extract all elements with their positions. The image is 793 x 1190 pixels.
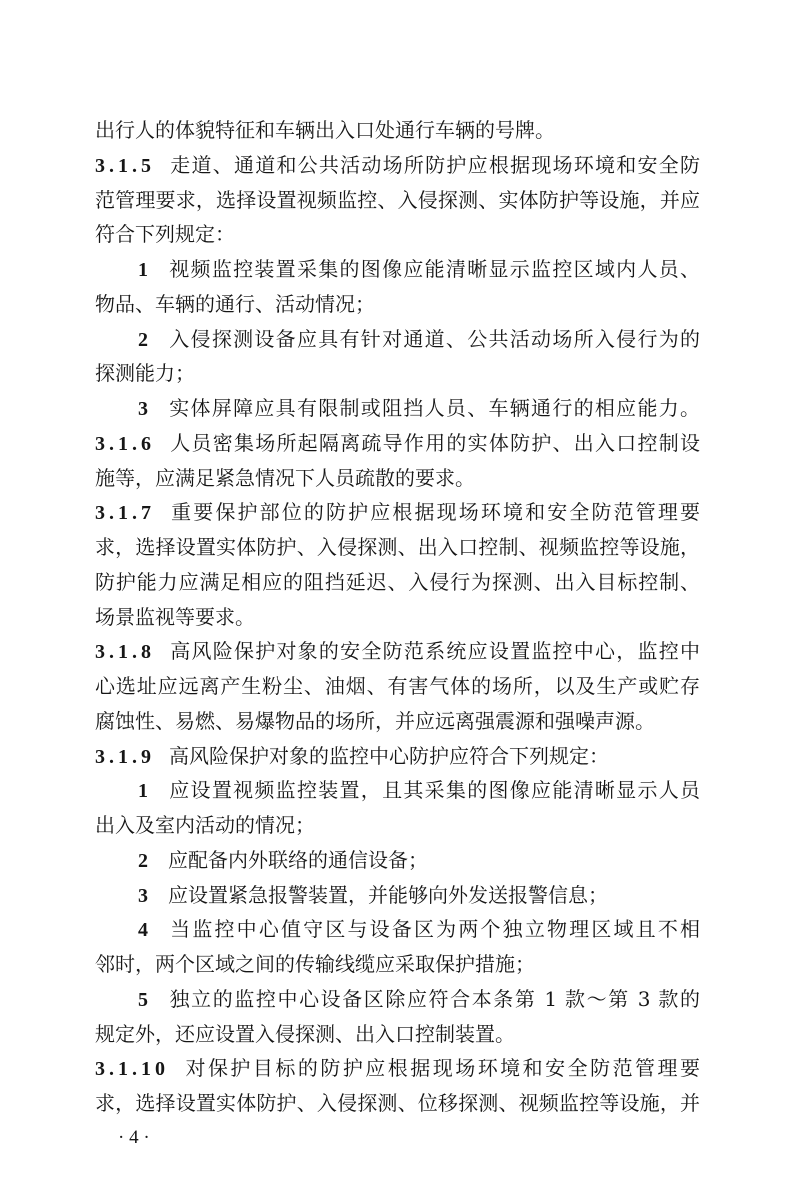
clause-first-line — [95, 495, 700, 530]
item-text: 当监控中心值守区与设备区为两个独立物理区域且不相 — [168, 917, 700, 942]
page-number: · 4 · — [118, 1126, 150, 1148]
item-text: 应设置紧急报警装置，并能够向外发送报警信息； — [168, 882, 608, 907]
paragraph-line: 防护能力应满足相应的阻挡延迟、入侵行为探测、出入目标控制、 — [95, 569, 700, 594]
paragraph-line: 范管理要求，选择设置视频监控、入侵探测、实体防护等设施，并应 — [95, 187, 700, 212]
clause-3-1-8 — [95, 634, 700, 738]
list-item — [95, 878, 700, 913]
item-text: 视频监控装置采集的图像应能清晰显示监控区域内人员、 — [168, 257, 700, 281]
clause-first-line — [95, 426, 700, 461]
list-item — [95, 252, 700, 322]
paragraph-line: 邻时，两个区域之间的传输线缆应采取保护措施； — [95, 952, 535, 976]
paragraph-line: 求，选择设置实体防护、入侵探测、出入口控制、视频监控等设施， — [95, 535, 700, 559]
clause-text: 重要保护部位的防护应根据现场环境和安全防范管理要 — [169, 500, 700, 525]
clause-first-line — [95, 634, 700, 669]
item-text: 独立的监控中心设备区除应符合本条第 1 款～第 3 款的 — [168, 986, 700, 1011]
paragraph-line: 心选址应远离产生粉尘、油烟、有害气体的场所，以及生产或贮存 — [95, 674, 700, 698]
clause-text: 高风险保护对象的安全防范系统应设置监控中心，监控中 — [169, 639, 700, 664]
clause-number: 3.1.10 — [95, 1058, 169, 1081]
list-item-first-line — [95, 252, 700, 287]
paragraph-line: 探测能力； — [95, 361, 195, 386]
list-item-first-line — [95, 322, 700, 357]
list-item — [95, 843, 700, 878]
list-item — [95, 322, 700, 392]
list-item — [95, 912, 700, 982]
paragraph-line: 求，选择设置实体防护、入侵探测、位移探测、视频监控等设施，并 — [95, 1091, 700, 1115]
list-item-first-line — [95, 843, 700, 878]
list-item-first-line — [95, 982, 700, 1017]
item-number: 2 — [138, 849, 148, 872]
list-item — [95, 391, 700, 426]
paragraph-line: 腐蚀性、易燃、易爆物品的场所，并应远离强震源和强噪声源。 — [95, 708, 655, 733]
clause-number: 3.1.6 — [95, 432, 155, 455]
item-number: 1 — [138, 259, 148, 281]
clause-first-line — [95, 739, 700, 774]
clause-text: 对保护目标的防护应根据现场环境和安全防范管理要 — [183, 1056, 700, 1081]
paragraph-line: 物品、车辆的通行、活动情况； — [95, 291, 375, 316]
paragraph-line: 规定外，还应设置入侵探测、出入口控制装置。 — [95, 1021, 515, 1046]
item-number: 5 — [138, 988, 148, 1011]
clause-first-line — [95, 148, 700, 183]
paragraph-line: 施等，应满足紧急情况下人员疏散的要求。 — [95, 465, 475, 490]
clause-3-1-9 — [95, 739, 700, 1052]
clause-3-1-5 — [95, 148, 700, 426]
clause-number: 3.1.7 — [95, 502, 155, 525]
list-item-first-line — [95, 391, 700, 426]
clause-3-1-6 — [95, 426, 700, 496]
clause-3-1-10 — [95, 1051, 700, 1121]
item-number: 1 — [138, 780, 148, 803]
item-number: 2 — [138, 328, 148, 351]
clause-number: 3.1.5 — [95, 154, 155, 177]
item-text: 应配备内外联络的通信设备； — [168, 847, 428, 872]
clause-number: 3.1.9 — [95, 745, 155, 768]
paragraph-line: 出行人的体貌特征和车辆出入口处通行车辆的号牌。 — [95, 118, 555, 142]
list-item-first-line — [95, 878, 700, 913]
clause-3-1-7 — [95, 495, 700, 634]
clause-text: 人员密集场所起隔离疏导作用的实体防护、出入口控制设 — [169, 430, 700, 455]
body-text — [95, 113, 700, 1156]
paragraph-line: 场景监视等要求。 — [95, 604, 255, 629]
clause-text: 高风险保护对象的监控中心防护应符合下列规定： — [169, 743, 609, 768]
list-item-first-line — [95, 773, 700, 808]
item-text: 实体屏障应具有限制或阻挡人员、车辆通行的相应能力。 — [168, 396, 700, 420]
list-item-first-line — [95, 912, 700, 947]
item-number: 3 — [138, 884, 148, 907]
paragraph-line: 出入及室内活动的情况； — [95, 813, 315, 837]
list-item — [95, 773, 700, 843]
clause-text: 走道、通道和公共活动场所防护应根据现场环境和安全防 — [169, 152, 700, 177]
paragraph-line: 符合下列规定： — [95, 222, 235, 247]
list-item — [95, 982, 700, 1052]
clause-number: 3.1.8 — [95, 641, 155, 664]
item-number: 4 — [138, 919, 148, 942]
clause-first-line — [95, 1051, 700, 1086]
item-text: 应设置视频监控装置，且其采集的图像应能清晰显示人员 — [168, 778, 700, 803]
item-text: 入侵探测设备应具有针对通道、公共活动场所入侵行为的 — [168, 326, 700, 351]
item-number: 3 — [138, 398, 148, 420]
